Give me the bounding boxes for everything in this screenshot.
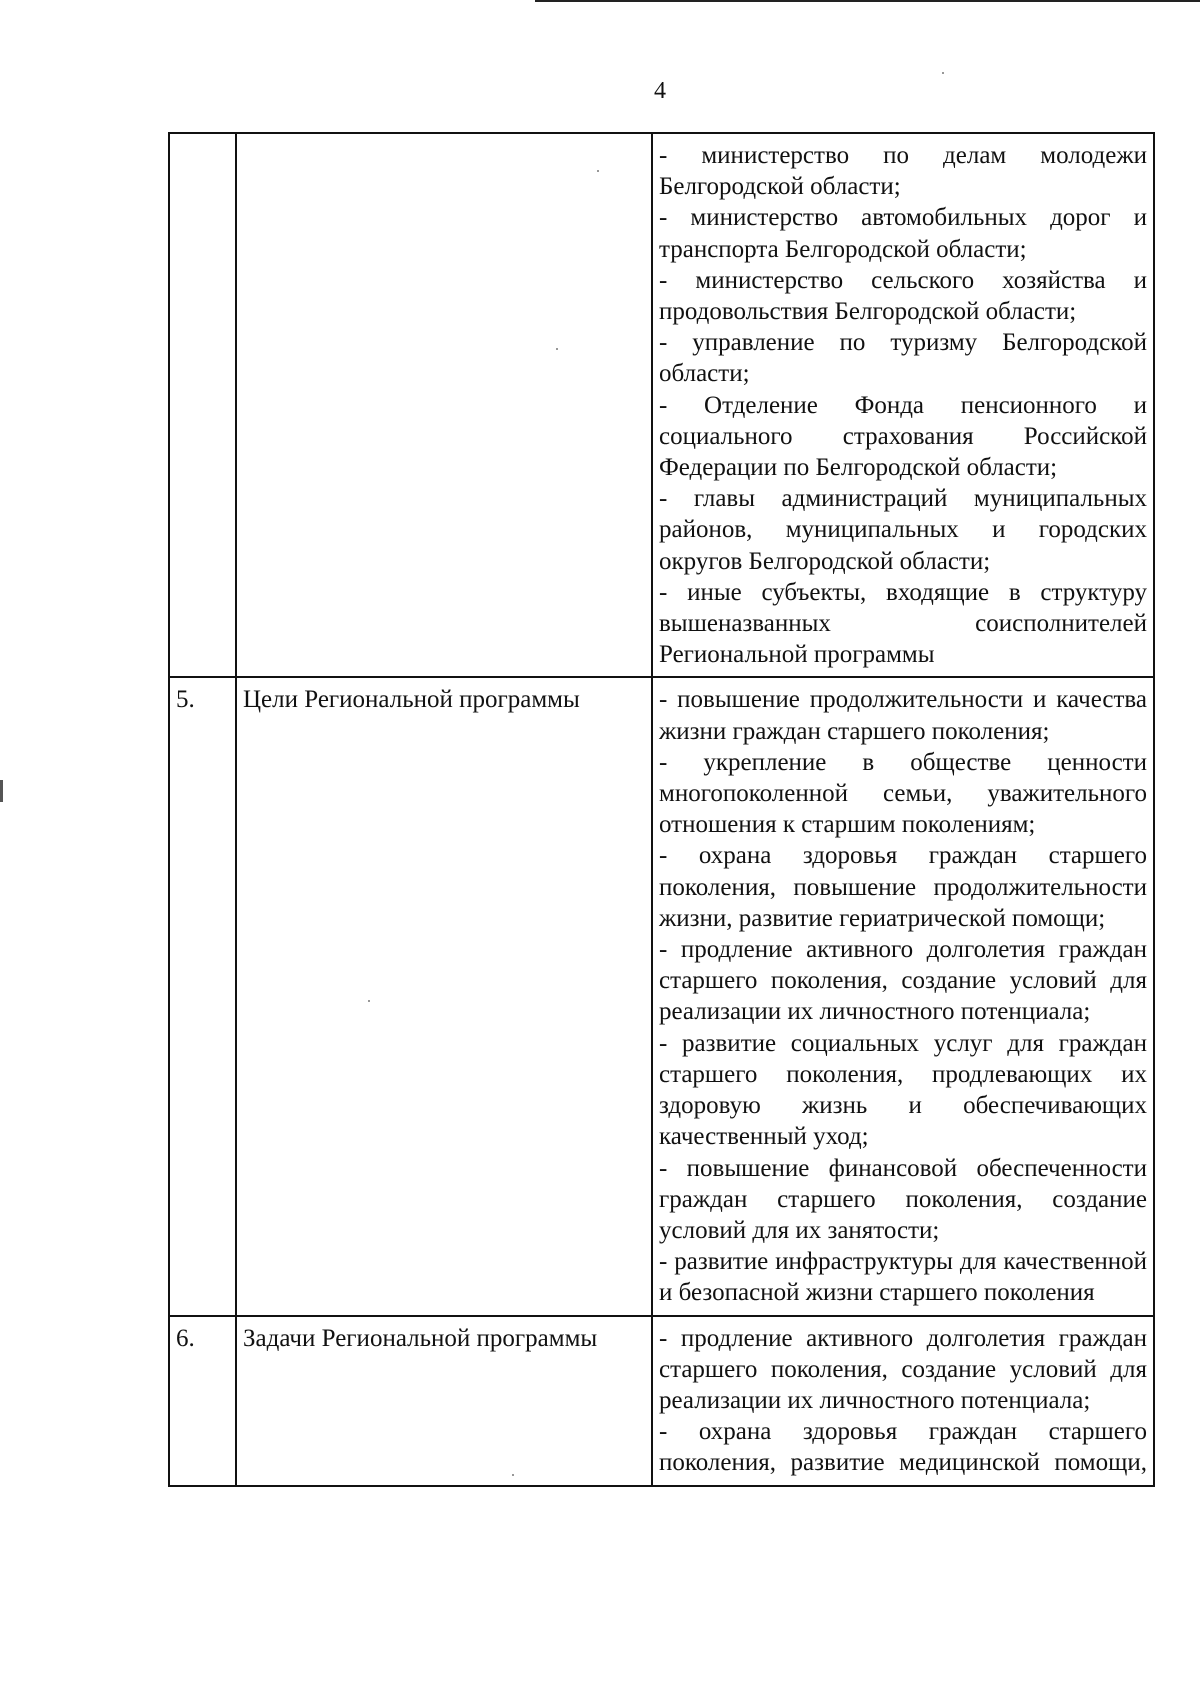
list-item: - министерство сельского хозяйства и продовольствия Белгородской области; <box>659 266 1147 326</box>
list-item: - повышение финансовой обеспеченности граждан старшего поколения, создание условий для их занятости; <box>659 1154 1147 1244</box>
row-title: Задачи Региональной программы <box>236 1316 652 1486</box>
table-row <box>169 1316 1154 1486</box>
row-number: 6. <box>169 1316 236 1486</box>
list-item: - главы администраций муниципальных районов, муниципальных и городских округов Белгородской области; <box>659 485 1147 575</box>
scan-speck <box>556 348 558 350</box>
scan-speck <box>597 170 599 172</box>
list-item: - развитие инфраструктуры для качественной и безопасной жизни старшего поколения <box>659 1248 1147 1307</box>
top-border-rule <box>535 0 1200 2</box>
list-item: - укрепление в обществе ценности многопоколенной семьи, уважительного отношения к старшим поколениям; <box>659 748 1147 839</box>
list-item: - министерство автомобильных дорог и транспорта Белгородской области; <box>659 204 1147 263</box>
scan-edge-mark <box>0 780 3 802</box>
list-item: - иные субъекты, входящие в структуру вышеназванных соисполнителей Региональной программы <box>659 578 1147 669</box>
row-content <box>652 677 1154 1315</box>
list-item: - повышение продолжительности и качества жизни граждан старшего поколения; <box>659 686 1147 745</box>
row-content <box>652 1316 1154 1486</box>
list-item: - охрана здоровья граждан старшего поколения, развитие медицинской помощи, <box>659 1418 1147 1477</box>
list-item: - Отделение Фонда пенсионного и социального страхования Российской Федерации по Белгородской области; <box>659 391 1147 482</box>
list-item: - продление активного долголетия граждан старшего поколения, создание условий для реализации их личностного потенциала; <box>659 936 1147 1026</box>
scan-speck <box>368 1000 370 1002</box>
scan-speck <box>512 1474 514 1476</box>
row-title: Цели Региональной программы <box>236 677 652 1315</box>
row-title <box>236 133 652 677</box>
row-number <box>169 133 236 677</box>
list-item: - продление активного долголетия граждан старшего поколения, создание условий для реализации их личностного потенциала; <box>659 1324 1147 1414</box>
page-number: 4 <box>654 78 666 104</box>
list-item: - развитие социальных услуг для граждан старшего поколения, продлевающих их здоровую жизнь и обеспечивающих качественный уход; <box>659 1029 1147 1151</box>
list-item: - охрана здоровья граждан старшего поколения, повышение продолжительности жизни, развитие гериатрической помощи; <box>659 842 1147 932</box>
table-row <box>169 133 1154 677</box>
table-row <box>169 677 1154 1315</box>
scan-speck <box>942 72 944 74</box>
list-item: - управление по туризму Белгородской области; <box>659 329 1147 388</box>
list-item: - министерство по делам молодежи Белгородской области; <box>659 142 1147 201</box>
row-content <box>652 133 1154 677</box>
program-passport-table <box>168 132 1155 1487</box>
row-number: 5. <box>169 677 236 1315</box>
